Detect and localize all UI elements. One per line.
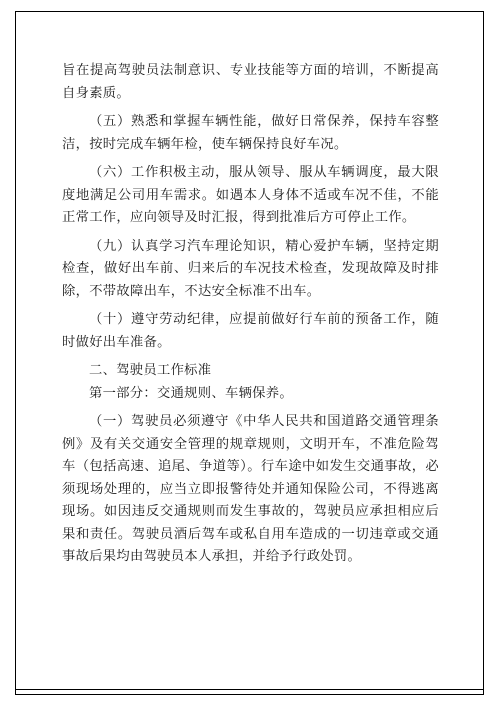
paragraph-item-9: （九）认真学习汽车理论知识，精心爱护车辆，坚持定期检查，做好出车前、归来后的车况技术检查，发现故障及时排除，不带故障出车，不达安全标准不出车。 — [62, 238, 439, 299]
subsection-heading-part-one: 第一部分：交通规则、车辆保养。 — [89, 385, 293, 401]
paragraph-training-continuation: 旨在提高驾驶员法制意识、专业技能等方面的培训，不断提高自身素质。 — [62, 63, 439, 101]
section-heading-driver-standards: 二、驾驶员工作标准 — [89, 363, 212, 378]
paragraph-item-10: （十）遵守劳动纪律，应提前做好行车前的预备工作，随时做好出车准备。 — [62, 312, 439, 350]
document-body — [62, 60, 439, 569]
page-bottom-rule — [15, 689, 484, 690]
paragraph-item-5: （五）熟悉和掌握车辆性能，做好日常保养，保持车容整洁，按时完成车辆年检，使车辆保持良好车况。 — [62, 114, 439, 152]
paragraph-traffic-rules-item-1: （一）驾驶员必须遵守《中华人民共和国道路交通管理条例》及有关交通安全管理的规章规则，文明开车，不准危险驾车（包括高速、追尾、争道等）。行车途中如发生交通事故，必须现场处理的，应当立即报警待处并通知保险公司，不得逃离现场。如因违反交通规则而发生事故的，驾驶员应承担相应后果和责任。驾驶员酒后驾车或私自用车造成的一切违章或交通事故后果均由驾驶员本人承担，并给予行政处罚。 — [62, 414, 439, 564]
paragraph-item-6: （六）工作积极主动，服从领导、服从车辆调度，最大限度地满足公司用车需求。如遇本人身体不适或车况不佳，不能正常工作，应向领导及时汇报，得到批准后方可停止工作。 — [62, 165, 439, 225]
